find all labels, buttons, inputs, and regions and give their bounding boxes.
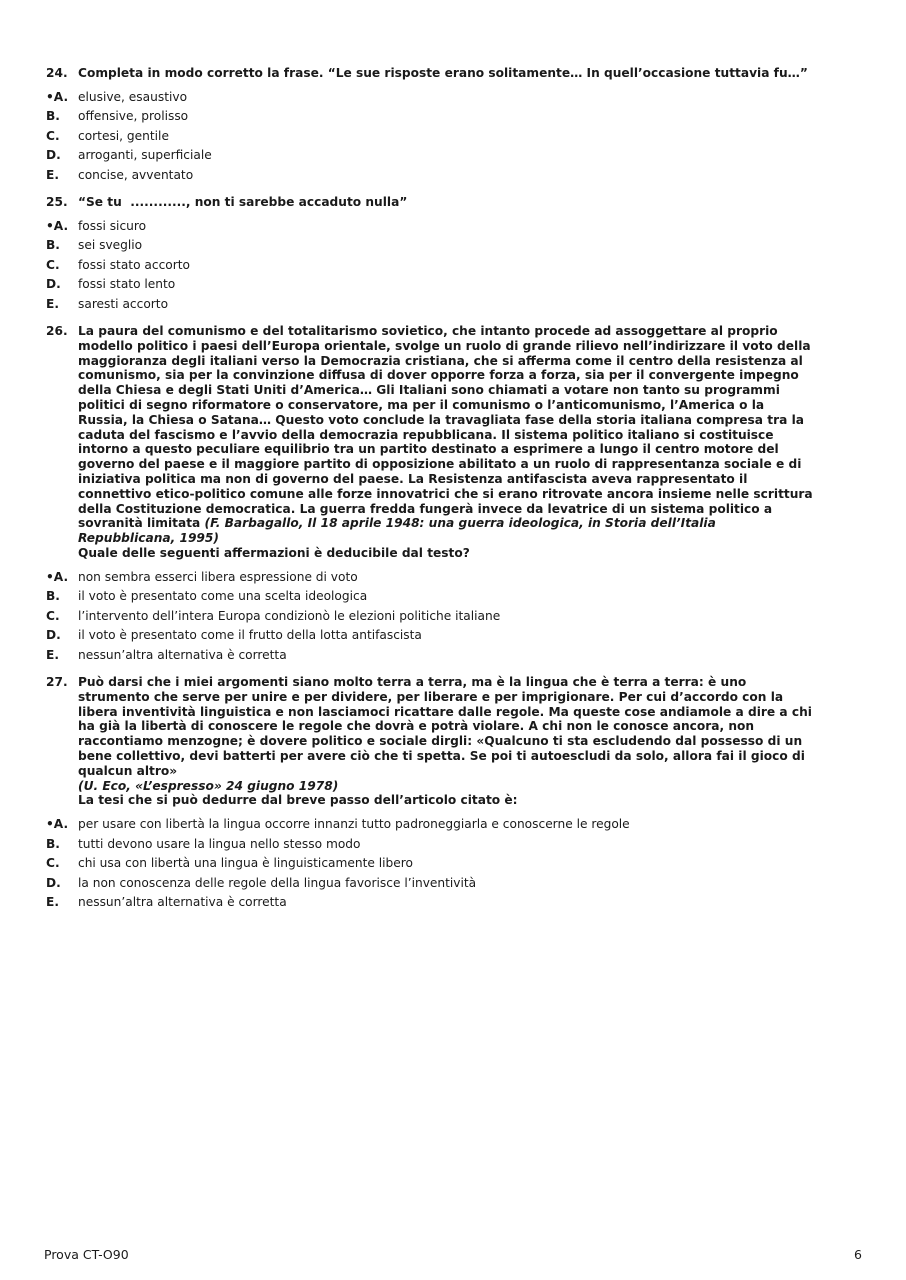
question-prompt: La tesi che si può dedurre dal breve passo dell’articolo citato è: [78, 793, 518, 808]
option: E. nessun’altra alternativa è corretta [46, 647, 287, 662]
option: D. la non conoscenza delle regole della lingua favorisce l’inventività [46, 875, 477, 890]
option: •A. elusive, esaustivo [46, 89, 188, 104]
options-list [46, 217, 816, 315]
option: B. sei sveglio [46, 238, 143, 253]
option: D. arroganti, superficiale [46, 148, 212, 163]
question-25 [46, 195, 816, 314]
option: E. nessun’altra alternativa è corretta [46, 895, 287, 910]
footer-page-number: 6 [854, 1247, 862, 1262]
option: •A. per usare con libertà la lingua occorre innanzi tutto padroneggiarla e conoscerne le regole [46, 817, 630, 832]
question-number: 26. [46, 324, 68, 338]
question-26 [46, 324, 816, 665]
option: C. l’intervento dell’intera Europa condizionò le elezioni politiche italiane [46, 608, 501, 623]
passage-source: (F. Barbagallo, Il 18 aprile 1948: una guerra ideologica, in Storia dell’Italia Repubblicana, 1995) [78, 516, 716, 546]
option: •A. fossi sicuro [46, 218, 147, 233]
question-27 [46, 675, 816, 913]
option: •A. non sembra esserci libera espressione di voto [46, 569, 358, 584]
question-text: Completa in modo corretto la frase. “Le sue risposte erano solitamente… In quell’occasione tuttavia fu…” [78, 66, 808, 80]
option: E. saresti accorto [46, 296, 169, 311]
question-passage: Può darsi che i miei argomenti siano molto terra a terra, ma è la lingua che è terra a terra: è uno strumento che serve per unire e per dividere, per liberare e per imprigionare. Per cui d’accordo con la libera inventività linguistica e non lasciamoci ricattare dalle regole. Ma queste cose andiamole a dire a chi ha già la libertà di conoscere le regole che dovrà e potrà violare. A chi non le conosce ancora, non raccontiamo menzogne; è dovere politico e sociale dirgli: «Qualcuno ti sta escludendo dal possesso di un bene collettivo, devi batterti per avere ciò che ti spetta. Se poi ti autoescludi da solo, allora fai il gioco di qualcun altro» [78, 675, 812, 778]
question-text: “Se tu ............, non ti sarebbe accaduto nulla” [78, 195, 408, 209]
question-prompt: Quale delle seguenti affermazioni è deducibile dal testo? [78, 545, 470, 560]
passage-source: (U. Eco, «L’espresso» 24 giugno 1978) [78, 778, 339, 793]
option: B. tutti devono usare la lingua nello stesso modo [46, 836, 361, 851]
options-list [46, 88, 816, 186]
options-list [46, 815, 816, 913]
option: C. fossi stato accorto [46, 257, 190, 272]
option: D. il voto è presentato come il frutto della lotta antifascista [46, 628, 422, 643]
option: C. cortesi, gentile [46, 128, 169, 143]
question-24 [46, 66, 816, 185]
footer-exam-code: Prova CT-O90 [44, 1247, 129, 1262]
question-number: 27. [46, 675, 68, 689]
option: B. offensive, prolisso [46, 109, 189, 124]
option: C. chi usa con libertà una lingua è linguisticamente libero [46, 856, 413, 871]
option: E. concise, avventato [46, 167, 194, 182]
question-number: 25. [46, 195, 68, 209]
options-list [46, 568, 816, 666]
option: D. fossi stato lento [46, 277, 176, 292]
question-passage: La paura del comunismo e del totalitarismo sovietico, che intanto procede ad assoggettare al proprio modello politico i paesi dell’Europa orientale, svolge un ruolo di grande rilievo nell’indirizzare il voto della maggioranza degli italiani verso la Democrazia cristiana, che si afferma come il centro della resistenza al comunismo, sia per la convinzione diffusa di dover opporre forza a forza, sia per il convergente impegno della Chiesa e degli Stati Uniti d’America… Gli Italiani sono chiamati a votare non tanto su programmi politici di segno riformatore o conservatore, ma per il comunismo o l’anticomunismo, l’America o la Russia, la Chiesa o Satana… Questo voto conclude la travagliata fase della storia italiana compresa tra la caduta del fascismo e l’avvio della democrazia repubblicana. Il sistema politico italiano si costituisce intorno a questo peculiare equilibrio tra un partito destinato a esprimere a lungo il centro motore del governo del paese e il maggiore partito di opposizione abilitato a un ruolo di rappresentanza sociale e di iniziativa politica ma non di governo del paese. La Resistenza antifascista aveva rappresentato il connettivo etico-politico comune alle forze innovatrici che si erano ritrovate ancora insieme nelle scrittura della Costituzione democratica. La guerra fredda fungerà invece da levatrice di un sistema politico a sovranità limitata (F. Barbagallo, Il 18 aprile 1948: una guerra ideologica, in Storia dell’Italia Repubblicana, 1995) [78, 324, 813, 546]
option: B. il voto è presentato come una scelta ideologica [46, 589, 368, 604]
question-number: 24. [46, 66, 68, 80]
